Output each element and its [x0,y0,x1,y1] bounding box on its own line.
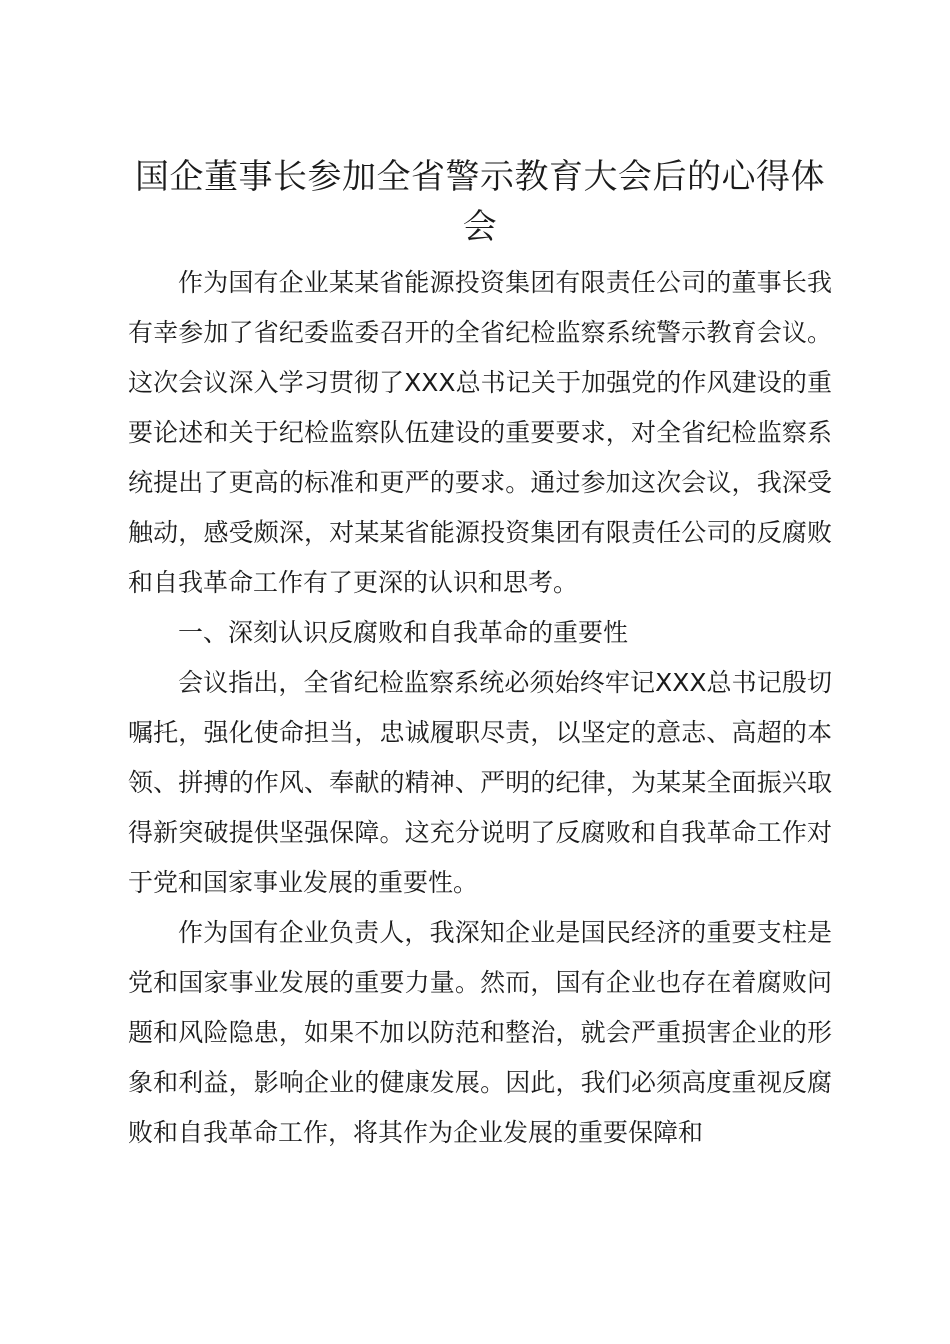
document-page [128,0,832,1158]
document-title: 国企董事长参加全省警示教育大会后的心得体会 [135,157,825,247]
document-body [128,258,832,1158]
paragraph-enterprise: 作为国有企业负责人，我深知企业是国民经济的重要支柱是党和国家事业发展的重要力量。然而，国有企业也存在着腐败问题和风险隐患，如果不加以防范和整治，就会严重损害企业的形象和利益，影响企业的健康发展。因此，我们必须高度重视反腐败和自我革命工作，将其作为企业发展的重要保障和 [128,918,832,1147]
paragraph-intro: 作为国有企业某某省能源投资集团有限责任公司的董事长我有幸参加了省纪委监委召开的全省纪检监察系统警示教育会议。这次会议深入学习贯彻了XXX总书记关于加强党的作风建设的重要论述和关于纪检监察队伍建设的重要要求，对全省纪检监察系统提出了更高的标准和更严的要求。通过参加这次会议，我深受触动，感受颇深，对某某省能源投资集团有限责任公司的反腐败和自我革命工作有了更深的认识和思考。 [128,268,832,597]
paragraph-meeting: 会议指出，全省纪检监察系统必须始终牢记XXX总书记殷切嘱托，强化使命担当，忠诚履职尽责，以坚定的意志、高超的本领、拼搏的作风、奉献的精神、严明的纪律，为某某全面振兴取得新突破提供坚强保障。这充分说明了反腐败和自我革命工作对于党和国家事业发展的重要性。 [128,668,832,897]
section-heading: 一、深刻认识反腐败和自我革命的重要性 [178,618,629,647]
